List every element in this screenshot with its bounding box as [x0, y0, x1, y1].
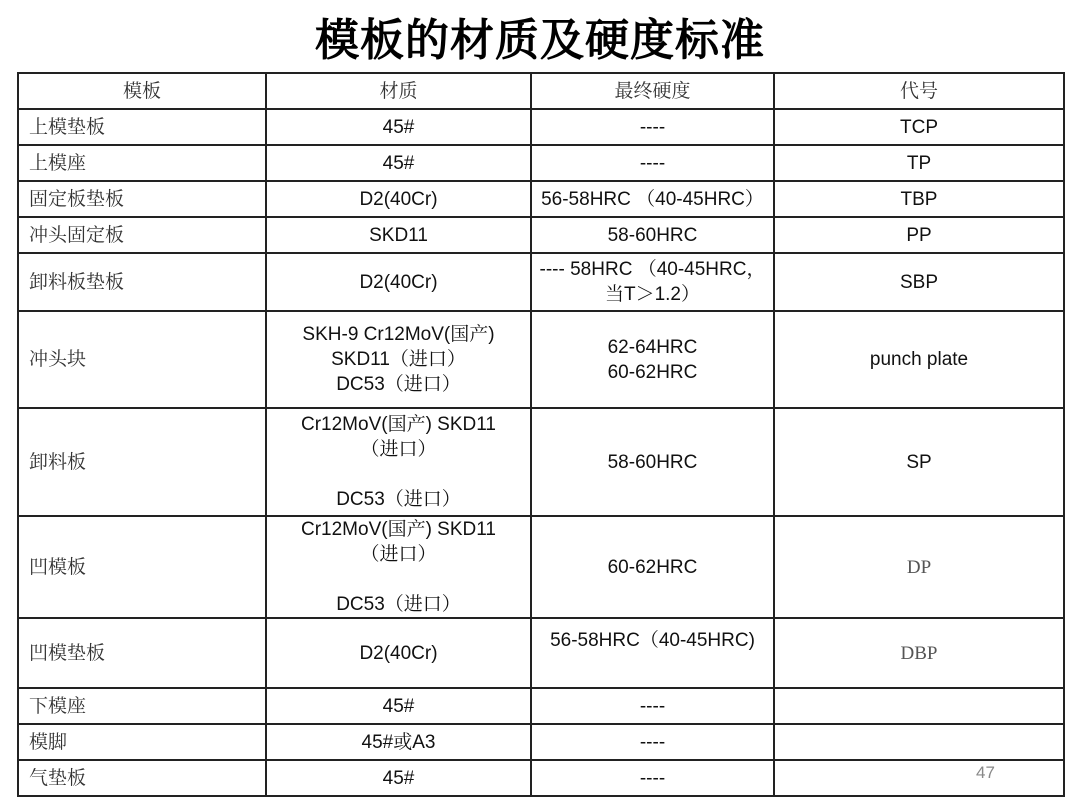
table-row	[18, 688, 1064, 724]
cell-hardness: ----	[531, 109, 774, 145]
cell-material: SKH-9 Cr12MoV(国产) SKD11（进口） DC53（进口）	[266, 311, 531, 408]
table-row	[18, 408, 1064, 516]
table-header-row	[18, 73, 1064, 109]
table-row	[18, 618, 1064, 688]
cell-material: 45#	[266, 145, 531, 181]
cell-hardness: ----	[531, 760, 774, 796]
cell-material: Cr12MoV(国产) SKD11 （进口） DC53（进口）	[266, 408, 531, 516]
cell-code: TP	[774, 145, 1064, 181]
table-row	[18, 181, 1064, 217]
cell-code	[774, 724, 1064, 760]
cell-hardness: 56-58HRC （40-45HRC）	[531, 181, 774, 217]
cell-hardness: 60-62HRC	[531, 516, 774, 618]
cell-material: Cr12MoV(国产) SKD11 （进口） DC53（进口）	[266, 516, 531, 618]
cell-plate: 卸料板	[18, 408, 266, 516]
page-number: 47	[976, 763, 995, 782]
page-title: 模板的材质及硬度标准	[315, 15, 765, 66]
cell-plate: 模脚	[18, 724, 266, 760]
table-row	[18, 145, 1064, 181]
cell-plate: 卸料板垫板	[18, 253, 266, 311]
cell-hardness: 62-64HRC 60-62HRC	[531, 311, 774, 408]
cell-material: D2(40Cr)	[266, 253, 531, 311]
cell-code: SBP	[774, 253, 1064, 311]
table-row	[18, 311, 1064, 408]
cell-plate: 冲头固定板	[18, 217, 266, 253]
material-hardness-table	[17, 72, 1065, 797]
cell-material: 45#或A3	[266, 724, 531, 760]
cell-material: D2(40Cr)	[266, 618, 531, 688]
cell-code: SP	[774, 408, 1064, 516]
cell-plate: 下模座	[18, 688, 266, 724]
cell-plate: 上模座	[18, 145, 266, 181]
cell-plate: 上模垫板	[18, 109, 266, 145]
cell-code: DP	[774, 516, 1064, 618]
cell-material: 45#	[266, 688, 531, 724]
cell-plate: 气垫板	[18, 760, 266, 796]
cell-hardness: 58-60HRC	[531, 408, 774, 516]
header-plate: 模板	[18, 73, 266, 109]
cell-material: D2(40Cr)	[266, 181, 531, 217]
cell-code: PP	[774, 217, 1064, 253]
header-hardness: 最终硬度	[531, 73, 774, 109]
cell-hardness: ----	[531, 688, 774, 724]
cell-plate: 凹模垫板	[18, 618, 266, 688]
cell-hardness: 56-58HRC（40-45HRC)	[531, 618, 774, 688]
cell-code: punch plate	[774, 311, 1064, 408]
cell-code	[774, 760, 1064, 796]
cell-code: TCP	[774, 109, 1064, 145]
header-code: 代号	[774, 73, 1064, 109]
table-row	[18, 217, 1064, 253]
header-material: 材质	[266, 73, 531, 109]
table-row	[18, 724, 1064, 760]
cell-hardness: ----	[531, 145, 774, 181]
cell-hardness: 58-60HRC	[531, 217, 774, 253]
cell-material: SKD11	[266, 217, 531, 253]
table-row	[18, 253, 1064, 311]
cell-hardness: ---- 58HRC （40-45HRC， 当T＞1.2）	[531, 253, 774, 311]
cell-code: TBP	[774, 181, 1064, 217]
table-row	[18, 516, 1064, 618]
table-row	[18, 760, 1064, 796]
cell-plate: 固定板垫板	[18, 181, 266, 217]
cell-code: DBP	[774, 618, 1064, 688]
cell-code	[774, 688, 1064, 724]
table-row	[18, 109, 1064, 145]
cell-material: 45#	[266, 109, 531, 145]
cell-plate: 凹模板	[18, 516, 266, 618]
cell-plate: 冲头块	[18, 311, 266, 408]
cell-material: 45#	[266, 760, 531, 796]
cell-hardness: ----	[531, 724, 774, 760]
